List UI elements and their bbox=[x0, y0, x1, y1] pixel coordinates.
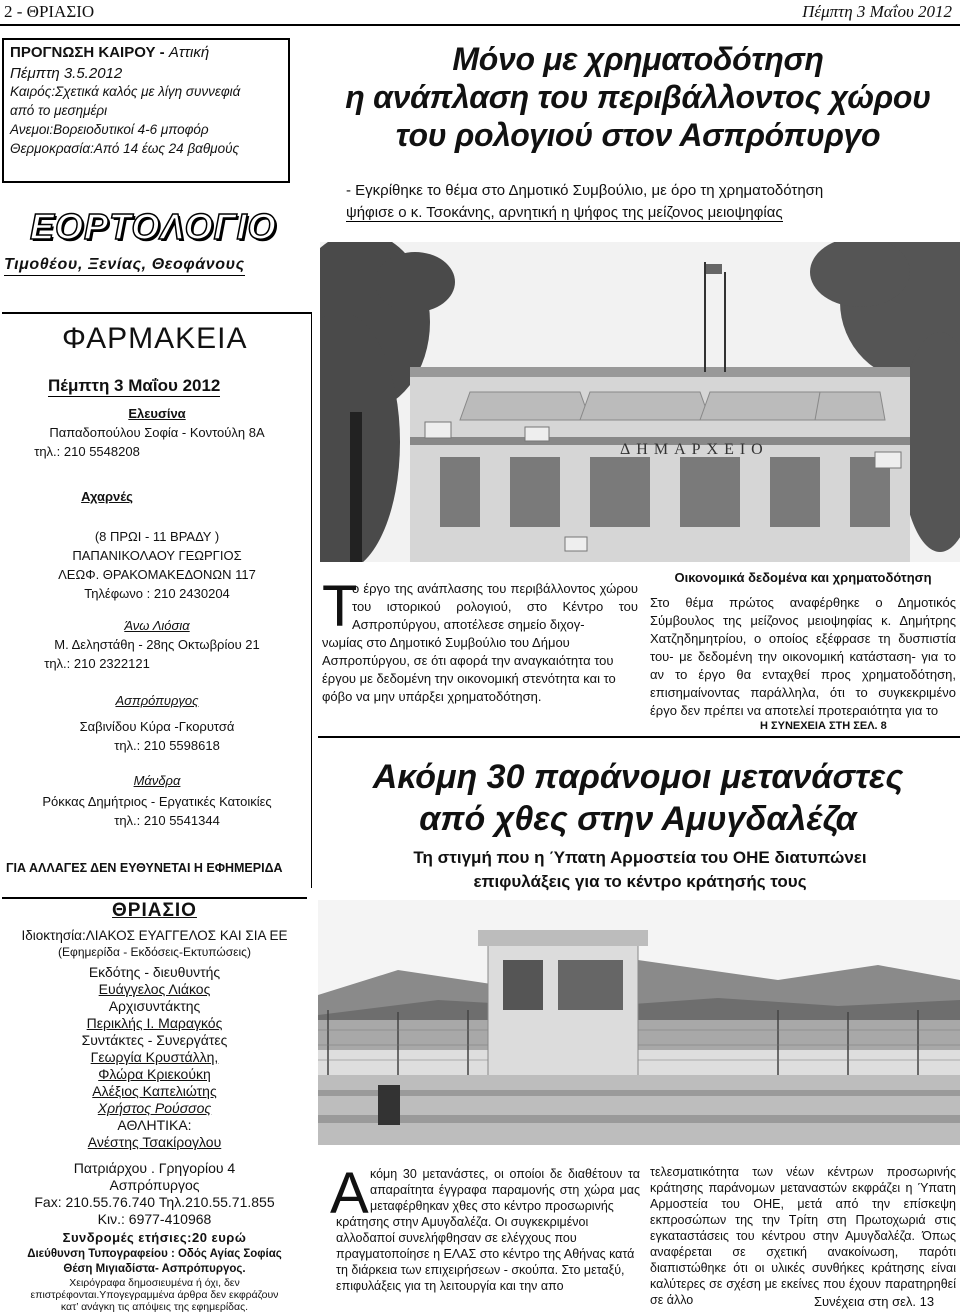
article2-lead: κόμη 30 μετανάστες, οι οποίοι δε διαθέτουν τα απαραίτητα έγγραφα παραμονής στη χώρα μας μεταφέρθηκαν χθες στο κέντρο προσωρινής bbox=[370, 1167, 640, 1213]
pharmacy-name: Ρόκκας Δημήτριος - Εργατικές Κατοικίες bbox=[42, 794, 272, 809]
pharmacy-phone: τηλ.: 210 5598618 bbox=[114, 738, 220, 753]
article1-subtitle: - Εγκρίθηκε το θέμα στο Δημοτικό Συμβούλιο, με όρο τη χρηματοδότηση ψήφισε ο κ. Τσοκάνης, αρνητική η ψήφος της μείζονος μειοψηφίας bbox=[346, 182, 824, 221]
detention-center-photo bbox=[318, 900, 960, 1145]
page-number-section: 2 - ΘΡΙΑΣΙΟ bbox=[4, 2, 95, 21]
article1-side-text: Στο θέμα πρώτος αναφέρθηκε ο Δημοτικός Σύμβουλος της μείζονος μειοψηφίας κ. Δημήτρης Χατζηδημητρίου, ο οποίος εξέφρασε τη δυσπιστία του- με δεδομένη την οικονομική κατάσταση- για το αν το έργο θα ενταχθεί προς χρηματοδότηση, επισημαίνοντας παράλληλα, ότι το συγκεκριμένο έργο δεν πρέπει να αποτελεί προτεραιότητα για το bbox=[650, 595, 956, 718]
weather-region: Αττική bbox=[168, 44, 210, 61]
masthead-publisher: Ευάγγελος Λιάκος bbox=[98, 981, 211, 997]
pharmacy-area-ano-liosia: Άνω Λιόσια bbox=[124, 618, 190, 633]
weather-line: από το μεσημέρι bbox=[10, 103, 108, 118]
masthead-sports-label: ΑΘΛΗΤΙΚΑ: bbox=[117, 1117, 192, 1133]
pharmacy-area-acharnes: Αχαρνές bbox=[81, 489, 133, 504]
pharmacy-phone: Τηλέφωνο : 210 2430204 bbox=[84, 586, 230, 601]
masthead-title: ΘΡΙΑΣΙΟ bbox=[112, 900, 197, 921]
pharmacy-disclaimer: ΓΙΑ ΑΛΛΑΓΕΣ ΔΕΝ ΕΥΘΥΝΕΤΑΙ Η ΕΦΗΜΕΡΙΔΑ bbox=[6, 861, 283, 875]
weather-box bbox=[2, 38, 290, 183]
article2-continue: Συνέχεια στη σελ. 13 bbox=[814, 1294, 935, 1309]
weather-line: Ανεμοι:Βορειοδυτικοί 4-6 μποφόρ bbox=[10, 122, 209, 137]
pharmacy-name: Σαβινίδου Κύρα -Γκορυτσά bbox=[79, 719, 235, 734]
masthead-staff: Φλώρα Κριεκούκη bbox=[98, 1066, 211, 1082]
issue-date: Πέμπτη 3 Μαΐου 2012 bbox=[802, 2, 952, 21]
pharmacy-name: Μ. Δεληστάθη - 28ης Οκτωβρίου 21 bbox=[54, 637, 260, 652]
masthead-fax: Fax: 210.55.76.740 Τηλ.210.55.71.855 bbox=[34, 1194, 275, 1210]
masthead-editor-label: Αρχισυντάκτης bbox=[108, 998, 201, 1014]
masthead-ownership: Ιδιοκτησία:ΛΙΑΚΟΣ ΕΥΑΓΓΕΛΟΣ ΚΑΙ ΣΙΑ ΕΕ bbox=[21, 928, 288, 943]
masthead-print-location: Θέση Μιγιαδίστα- Ασπρόπυργος. bbox=[63, 1263, 246, 1275]
pharmacy-phone: τηλ.: 210 2322121 bbox=[44, 656, 150, 671]
masthead-disclaimer: επιστρέφονται.Υπογεγραμμένα άρθρα δεν εκφράζουν bbox=[30, 1289, 279, 1301]
town-hall-photo bbox=[320, 242, 960, 562]
masthead-address: Πατριάρχου . Γρηγορίου 4 bbox=[73, 1160, 236, 1176]
masthead-editor: Περικλής Ι. Μαραγκός bbox=[86, 1015, 223, 1031]
article1-lead: ο έργο της ανάπλασης του περιβάλλοντος χώρου του ιστορικού ρολογιού, στο Κέντρο του Ασπροπύργου, αποτέλεσε σημείο διχογ- bbox=[352, 581, 638, 632]
masthead-staff: Χρήστος Ρούσσος bbox=[97, 1100, 212, 1116]
masthead-staff: Γεωργία Κρυστάλλη, bbox=[90, 1049, 219, 1065]
pharmacy-phone: τηλ.: 210 5541344 bbox=[114, 813, 220, 828]
article2-headline: Ακόμη 30 παράνομοι μετανάστες από χθες στην Αμυγδαλέζα bbox=[372, 758, 904, 838]
masthead-ownership-sub: (Εφημερίδα - Εκδόσεις-Εκτυπώσεις) bbox=[58, 945, 251, 959]
article2-column2: τελεσματικότητα των νέων κέντρων προσωρινής κράτησης παράνομων μεταναστών εκφράζει η Ύπατη Αρμοστεία του ΟΗΕ, μετά από την επίσκεψη εκπροσώπων της την Τρίτη στη Πρωτοχωριά στις εγκαταστάσεις του κέντρου στην Αμυγδαλέζα. Όπως αναφέρεται σε σχετική ανακοίνωση, παρότι διαπιστώθηκε ότι οι υλικές συνθήκες κράτησης είναι καλύτερες σε σχέση με εκείνες που έχουν παρατηρηθεί σε άλλο bbox=[650, 1165, 956, 1307]
masthead-disclaimer: Χειρόγραφα δημοσιευμένα ή όχι, δεν bbox=[69, 1277, 240, 1289]
masthead-sports: Ανέστης Τσακίρογλου bbox=[87, 1134, 222, 1150]
pharmacy-area-aspropyrgos: Ασπρόπυργος bbox=[115, 693, 199, 708]
article1-headline: Μόνο με χρηματοδότηση η ανάπλαση του περιβάλλοντος χώρου του ρολογιού στον Ασπρόπυργο bbox=[345, 41, 931, 153]
pharmacy-hours: (8 ΠΡΩΙ - 11 ΒΡΑΔΥ ) bbox=[94, 529, 220, 544]
feast-names: Τιμοθέου, Ξενίας, Θεοφάνους bbox=[4, 256, 245, 276]
article2-subtitle: Τη στιγμή που η Ύπατη Αρμοστεία του ΟΗΕ διατυπώνει επιφυλάξεις για το κέντρο κράτησής τους bbox=[413, 848, 867, 891]
article1-side-title: Οικονομικά δεδομένα και χρηματοδότηση bbox=[674, 570, 932, 585]
article1-continue: Η ΣΥΝΕΧΕΙΑ ΣΤΗ ΣΕΛ. 8 bbox=[760, 720, 887, 732]
masthead-address: Ασπρόπυργος bbox=[109, 1177, 200, 1193]
pharmacy-phone: τηλ.: 210 5548208 bbox=[34, 444, 140, 459]
pharmacy-date: Πέμπτη 3 Μαΐου 2012 bbox=[48, 376, 221, 395]
pharmacy-address: ΛΕΩΦ. ΘΡΑΚΟΜΑΚΕΔΟΝΩΝ 117 bbox=[58, 567, 256, 582]
pharmacy-area-mandra: Μάνδρα bbox=[133, 773, 181, 788]
article1-dropcap: Τ bbox=[322, 574, 358, 639]
article2-dropcap: Α bbox=[330, 1161, 369, 1226]
pharmacy-title: ΦΑΡΜΑΚΕΙΑ bbox=[62, 322, 248, 355]
pharmacy-name: ΠΑΠΑΝΙΚΟΛΑΟΥ ΓΕΩΡΓΙΟΣ bbox=[72, 548, 242, 563]
section-rule bbox=[318, 736, 960, 738]
article1-body: νωμίας στο Δημοτικό Συμβούλιο του Δήμου Ασπροπύργου, σε ότι αφορά την αναγκαιότητα του έργου με δεδομένη την οικονομική στενότητα και το φόβο να μην υπάρξει χρηματοδότηση. bbox=[322, 635, 616, 704]
masthead-disclaimer: κατ’ ανάγκη τις απόψεις της εφημερίδας. bbox=[60, 1301, 249, 1313]
pharmacy-area-eleusina: Ελευσίνα bbox=[128, 406, 186, 421]
masthead-publisher-label: Εκδότης - διευθυντής bbox=[88, 964, 221, 980]
article2-body: κράτησης στην Αμυγδαλέζα. Οι συγκεκριμένοι αλλοδαποί συνελήφθησαν σε ελέγχους που πραγματοποίησε η ΕΛΑΣ στο κέντρο της Αθήνας κατά τη διάρκεια των επιχειρήσεων - σκούπα. Στο μεταξύ, επιφυλάξεις για τη λειτουργία και την απο bbox=[336, 1215, 635, 1293]
masthead-print-address: Διεύθυνση Τυπογραφείου : Οδός Αγίας Σοφίας bbox=[27, 1248, 282, 1260]
feast-title: ΕΟΡΤΟΛΟΓΙΟ bbox=[30, 206, 277, 247]
weather-date: Πέμπτη 3.5.2012 bbox=[10, 65, 123, 82]
masthead-staff: Αλέξιος Καπελιώτης bbox=[92, 1083, 217, 1099]
weather-line: Θερμοκρασία:Από 14 έως 24 βαθμούς bbox=[10, 141, 240, 156]
weather-line: Καιρός:Σχετικά καλός με λίγη συννεφιά bbox=[10, 84, 241, 99]
pharmacy-name: Παπαδοπούλου Σοφία - Κοντούλη 8Α bbox=[49, 425, 265, 440]
masthead-mobile: Κιν.: 6977-410968 bbox=[97, 1211, 212, 1227]
header-rule bbox=[0, 24, 960, 26]
masthead-staff-label: Συντάκτες - Συνεργάτες bbox=[81, 1032, 228, 1048]
town-hall-sign: ΔΗΜΑΡΧΕΙΟ bbox=[620, 441, 769, 458]
masthead-subscription: Συνδρομές ετήσιες:20 ευρώ bbox=[62, 1230, 247, 1245]
weather-title: ΠΡΟΓΝΩΣΗ ΚΑΙΡΟΥ - Αττική bbox=[10, 44, 210, 61]
